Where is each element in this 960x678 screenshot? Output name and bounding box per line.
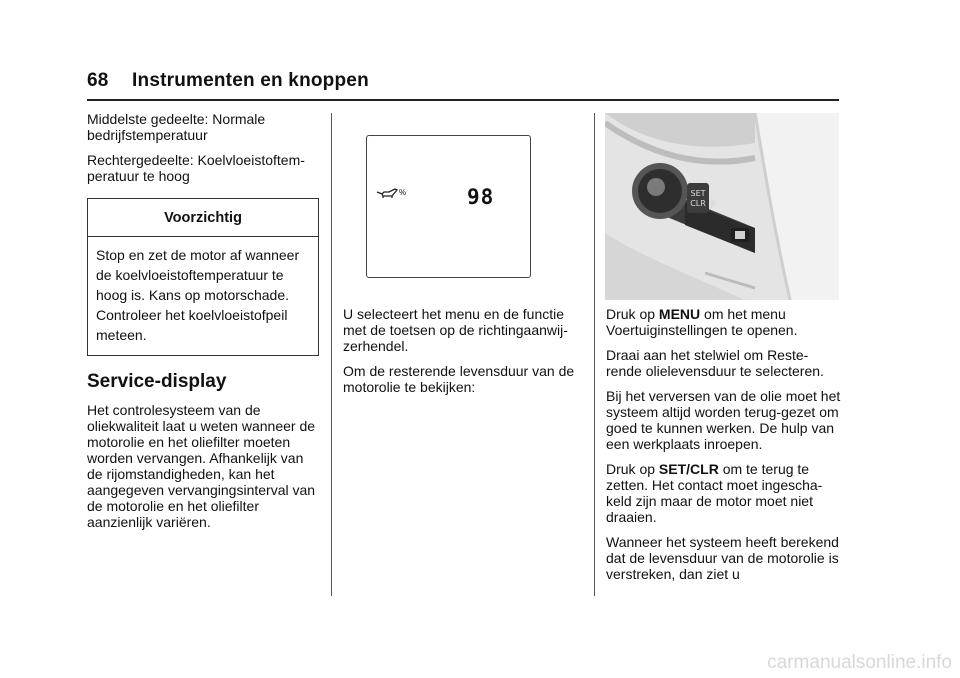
paragraph-view-oil-life: Om de resterende levensduur van de motorolie te bekijken: — [343, 363, 575, 395]
section-title: Service-display — [87, 371, 227, 392]
svg-text:CLR: CLR — [690, 199, 706, 208]
oil-life-value: 98 — [467, 185, 495, 209]
paragraph-press-set-clr: Druk op SET/CLR om te terug te zetten. Het contact moet ingescha-keld zijn maar de motor moet niet draaien. — [606, 461, 823, 525]
caution-text: Stop en zet de motor af wanneer de koelvloeistoftemperatuur te hoog is. Kans op motorschade. Controleer het koelvloeistofpeil meteen. — [96, 247, 300, 343]
paragraph-right-section: Rechtergedeelte: Koelvloeistoftem-peratuur te hoog — [87, 152, 305, 184]
column-divider-1 — [331, 113, 332, 596]
column-divider-2 — [594, 113, 595, 596]
set-clr-key-label: SET/CLR — [658, 461, 719, 477]
paragraph-service-display: Het controlesysteem van de oliekwaliteit laat u weten wanneer de motorolie en het oliefilter moeten worden vervangen. Afhankelijk van de rijomstandigheden, kan het aangegeven vervangingsinterval van de motorolie en het oliefilter aanzienlijk variëren. — [87, 402, 316, 530]
header-rule — [87, 99, 839, 101]
menu-key-label: MENU — [658, 306, 701, 322]
chapter-title: Instrumenten en knoppen — [132, 70, 369, 91]
column-2 — [343, 306, 583, 404]
paragraph-turn-wheel: Draai aan het stelwiel om Reste-rende olielevensduur te selecteren. — [606, 347, 824, 379]
oil-life-display-figure — [366, 135, 531, 278]
paragraph-oil-life-expired: Wanneer het systeem heeft berekend dat de levensduur van de motorolie is verstreken, dan ziet u — [606, 534, 839, 582]
caution-title: Voorzichtig — [88, 199, 318, 237]
turn-signal-lever-photo — [605, 113, 839, 300]
paragraph-middle-section: Middelste gedeelte: Normale bedrijfstemperatuur — [87, 111, 266, 143]
oil-can-icon — [375, 187, 399, 201]
watermark: carmanualsonline.info — [767, 652, 952, 673]
column-3 — [606, 306, 842, 591]
paragraph-menu-select: U selecteert het menu en de functie met de toetsen op de richtingaanwij-zerhendel. — [343, 306, 568, 354]
page-number: 68 — [87, 70, 109, 91]
svg-text:SET: SET — [690, 189, 706, 198]
page-header — [87, 70, 369, 92]
paragraph-oil-change-reset: Bij het verversen van de olie moet het systeem altijd worden terug-gezet om goed te kunnen werken. De hulp van een werkplaats inroepen. — [606, 388, 841, 452]
lever-illustration — [605, 113, 839, 300]
percent-symbol: % — [399, 188, 407, 197]
paragraph-press-menu: Druk op MENU om het menu Voertuiginstellingen te openen. — [606, 306, 798, 338]
caution-box — [87, 198, 319, 356]
column-1 — [87, 111, 319, 539]
